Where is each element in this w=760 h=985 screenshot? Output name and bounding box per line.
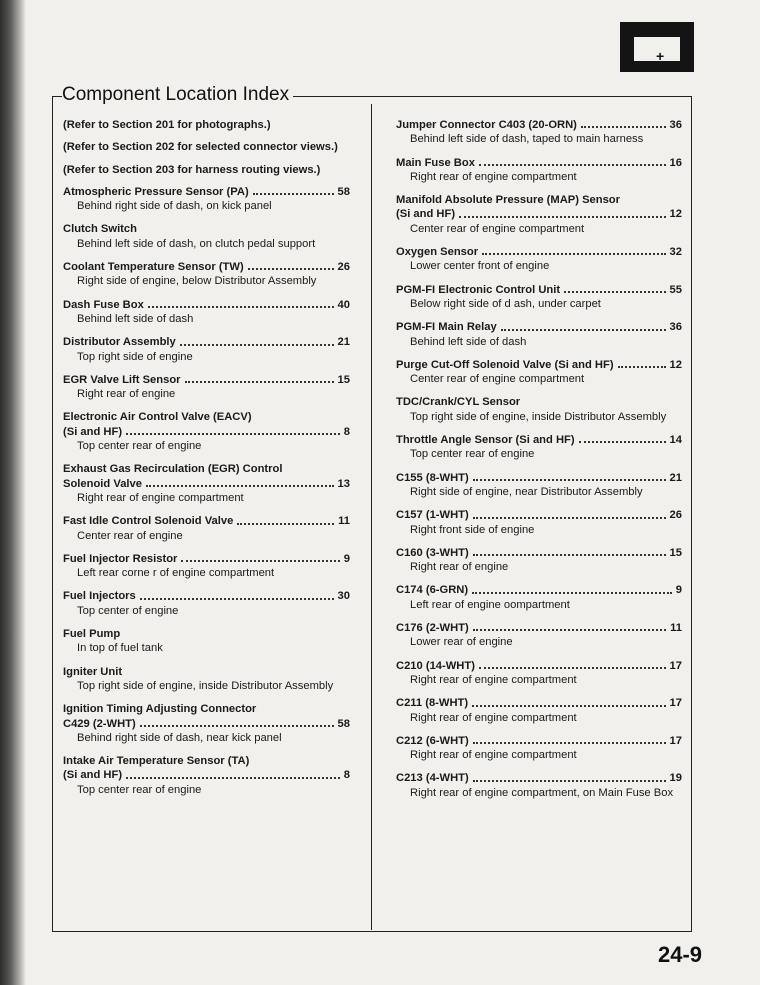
entry-page-number: 9	[343, 552, 350, 565]
entry-page-number: 26	[669, 509, 682, 522]
entry-location: Behind left side of dash	[77, 312, 194, 325]
entry-name: C211 (8-WHT)	[396, 697, 469, 710]
entry-page-number: 55	[669, 283, 682, 296]
entry-page-number: 12	[669, 358, 682, 371]
index-entry	[63, 222, 350, 251]
entry-name: Coolant Temperature Sensor (TW)	[63, 261, 244, 274]
dot-leader	[564, 291, 665, 293]
reference-note: (Refer to Section 201 for photographs.)	[63, 119, 271, 131]
index-entry	[63, 665, 350, 694]
dot-leader	[148, 306, 334, 308]
entry-location: Behind left side of dash	[410, 335, 527, 348]
index-entry	[63, 462, 350, 505]
entry-location: Behind right side of dash, on kick panel	[77, 200, 272, 213]
entry-heading	[396, 659, 682, 673]
binding-shadow	[0, 0, 26, 985]
reference-note: (Refer to Section 202 for selected connector views.)	[63, 141, 338, 154]
index-entry	[396, 659, 682, 688]
entry-name: Fast Idle Control Solenoid Valve	[63, 515, 234, 528]
entry-name: (Si and HF)	[63, 425, 123, 438]
entry-page-number: 17	[669, 697, 682, 710]
entry-heading	[396, 771, 682, 785]
entry-location: Top center of engine	[77, 604, 179, 617]
entry-heading	[396, 433, 682, 447]
entry-location: Right rear of engine compartment	[410, 711, 577, 724]
index-entry	[396, 118, 682, 147]
entry-name-line: Clutch Switch	[63, 223, 137, 236]
entry-location: Left rear of engine oompartment	[410, 598, 570, 611]
column-divider	[371, 104, 372, 930]
entry-name: (Si and HF)	[63, 769, 123, 782]
dot-leader	[126, 433, 340, 435]
index-entry	[63, 260, 350, 289]
index-entry	[63, 702, 350, 745]
entry-name: C176 (2-WHT)	[396, 622, 469, 635]
battery-section-tab	[620, 22, 694, 72]
dot-leader	[473, 554, 666, 556]
dot-leader	[253, 193, 334, 195]
entry-location: Behind right side of dash, near kick panel	[77, 731, 282, 744]
entry-name: Dash Fuse Box	[63, 298, 144, 311]
entry-location: Right rear of engine compartment	[410, 749, 577, 762]
entry-page-number: 58	[337, 717, 350, 730]
entry-name: Purge Cut-Off Solenoid Valve (Si and HF)	[396, 358, 614, 371]
entry-name: C212 (6-WHT)	[396, 734, 469, 747]
entry-location: Below right side of d ash, under carpet	[410, 297, 601, 310]
entry-page-number: 26	[337, 261, 350, 274]
index-entry	[396, 771, 682, 800]
entry-page-number: 36	[669, 321, 682, 334]
entry-heading	[396, 734, 682, 748]
entry-location: Behind left side of dash, taped to main harness	[410, 133, 644, 146]
entry-heading	[396, 696, 682, 710]
entry-location: In top of fuel tank	[77, 642, 163, 655]
entry-name: (Si and HF)	[396, 208, 456, 221]
entry-page-number: 21	[669, 471, 682, 484]
index-entry	[396, 734, 682, 763]
dot-leader	[479, 667, 666, 669]
entry-page-number: 11	[338, 515, 350, 528]
entry-heading	[63, 514, 350, 528]
entry-heading	[396, 245, 682, 259]
index-entry	[396, 193, 682, 236]
entry-heading	[396, 358, 682, 372]
index-entry	[396, 156, 682, 185]
dot-leader	[472, 705, 665, 707]
entry-heading	[63, 298, 350, 312]
entry-heading	[396, 621, 682, 635]
entry-name: Main Fuse Box	[396, 156, 475, 169]
index-entry	[63, 589, 350, 618]
entry-heading	[396, 156, 682, 170]
entry-page-number: 32	[669, 246, 682, 259]
battery-plus-icon: +	[656, 48, 665, 64]
index-entry	[396, 320, 682, 349]
index-entry	[63, 552, 350, 581]
entry-heading	[63, 768, 350, 782]
dot-leader	[581, 126, 666, 128]
entry-name: PGM-FI Electronic Control Unit	[396, 283, 561, 296]
entry-page-number: 30	[337, 590, 350, 603]
index-entry	[396, 358, 682, 387]
entry-name: C210 (14-WHT)	[396, 659, 475, 672]
index-entry	[396, 433, 682, 462]
dot-leader	[126, 777, 340, 779]
battery-icon	[632, 35, 689, 64]
entry-name: C429 (2-WHT)	[63, 717, 136, 730]
dot-leader	[473, 479, 666, 481]
dot-leader	[237, 523, 334, 525]
entry-name-line: Intake Air Temperature Sensor (TA)	[63, 755, 250, 768]
index-entry	[63, 754, 350, 797]
entry-location: Right rear of engine compartment	[410, 673, 577, 686]
entry-location: Right rear of engine compartment, on Main Fuse Box	[410, 786, 674, 799]
entry-heading	[63, 552, 350, 566]
dot-leader	[473, 629, 666, 631]
reference-notes	[63, 118, 350, 177]
right-entry-list	[396, 118, 682, 800]
entry-location: Right rear of engine compartment	[77, 491, 244, 504]
dot-leader	[248, 268, 334, 270]
entry-location: Right side of engine, near Distributor Assembly	[410, 485, 643, 498]
entry-location: Lower rear of engine	[410, 636, 513, 649]
entry-name: C157 (1-WHT)	[396, 509, 469, 522]
entry-page-number: 9	[675, 584, 682, 597]
entry-location: Top center rear of engine	[77, 440, 202, 453]
entry-heading	[63, 335, 350, 349]
page-number: 24-9	[658, 942, 703, 967]
entry-page-number: 15	[669, 546, 682, 559]
entry-heading	[63, 717, 350, 731]
entry-page-number: 16	[669, 156, 682, 169]
dot-leader	[618, 366, 666, 368]
dot-leader	[473, 780, 666, 782]
index-entry	[396, 245, 682, 274]
page-title: Component Location Index	[62, 84, 293, 106]
entry-page-number: 14	[669, 434, 682, 447]
entry-location: Top right side of engine, inside Distributor Assembly	[77, 679, 334, 692]
entry-heading	[63, 477, 350, 491]
index-entry	[63, 373, 350, 402]
dot-leader	[181, 560, 339, 562]
entry-heading	[396, 508, 682, 522]
entry-heading	[396, 583, 682, 597]
entry-name-line: Igniter Unit	[63, 665, 123, 678]
entry-heading	[396, 283, 682, 297]
entry-heading	[396, 546, 682, 560]
entry-page-number: 15	[337, 373, 350, 386]
index-entry	[63, 335, 350, 364]
index-entry	[396, 546, 682, 575]
entry-location: Behind left side of dash, on clutch pedal support	[77, 237, 316, 250]
dot-leader	[180, 344, 334, 346]
entry-name: C213 (4-WHT)	[396, 772, 469, 785]
entry-name-line: Manifold Absolute Pressure (MAP) Sensor	[396, 194, 620, 207]
entry-name: PGM-FI Main Relay	[396, 321, 497, 334]
entry-name: C160 (3-WHT)	[396, 546, 469, 559]
entry-name-line: Fuel Pump	[63, 628, 121, 641]
entry-name: Atmospheric Pressure Sensor (PA)	[63, 185, 249, 198]
entry-page-number: 58	[337, 185, 350, 198]
entry-name: Solenoid Valve	[63, 477, 142, 490]
dot-leader	[185, 381, 334, 383]
index-entry	[396, 583, 682, 612]
dot-leader	[501, 329, 666, 331]
entry-location: Right rear of engine	[77, 388, 176, 401]
entry-heading	[63, 425, 350, 439]
entry-heading	[396, 207, 682, 221]
entry-page-number: 13	[337, 477, 350, 490]
entry-name-line: Electronic Air Control Valve (EACV)	[63, 411, 252, 424]
entry-heading	[63, 260, 350, 274]
entry-heading	[396, 118, 682, 132]
entry-heading	[63, 185, 350, 199]
entry-name-line: Exhaust Gas Recirculation (EGR) Control	[63, 463, 283, 476]
entry-page-number: 19	[669, 772, 682, 785]
index-entry	[63, 410, 350, 453]
right-column	[396, 118, 682, 809]
index-entry	[396, 395, 682, 424]
entry-name: EGR Valve Lift Sensor	[63, 373, 181, 386]
entry-location: Top center rear of engine	[77, 783, 202, 796]
entry-location: Center rear of engine	[77, 529, 183, 542]
entry-name: Distributor Assembly	[63, 336, 176, 349]
index-entry	[63, 185, 350, 214]
entry-name-line: TDC/Crank/CYL Sensor	[396, 396, 521, 409]
entry-page-number: 21	[337, 336, 350, 349]
entry-heading	[396, 471, 682, 485]
index-entry	[396, 508, 682, 537]
entry-location: Top center rear of engine	[410, 448, 535, 461]
index-entry	[396, 621, 682, 650]
entry-name: Throttle Angle Sensor (Si and HF)	[396, 434, 575, 447]
dot-leader	[473, 742, 666, 744]
entry-heading	[396, 320, 682, 334]
dot-leader	[146, 485, 334, 487]
entry-page-number: 11	[670, 622, 682, 635]
entry-location: Right rear of engine	[410, 561, 509, 574]
entry-page-number: 8	[343, 769, 350, 782]
entry-location: Right front side of engine	[410, 523, 535, 536]
dot-leader	[473, 517, 666, 519]
index-entry	[63, 298, 350, 327]
entry-location: Right rear of engine compartment	[410, 170, 577, 183]
dot-leader	[140, 725, 334, 727]
index-entry	[396, 471, 682, 500]
left-column	[63, 118, 350, 806]
entry-name: C155 (8-WHT)	[396, 471, 469, 484]
entry-name: Oxygen Sensor	[396, 246, 479, 259]
entry-page-number: 17	[669, 659, 682, 672]
entry-location: Lower center front of engine	[410, 260, 550, 273]
entry-name: C174 (6-GRN)	[396, 584, 469, 597]
entry-location: Center rear of engine compartment	[410, 373, 585, 386]
entry-heading	[63, 373, 350, 387]
dot-leader	[472, 592, 672, 594]
entry-location: Left rear corne r of engine compartment	[77, 567, 275, 580]
entry-page-number: 40	[337, 298, 350, 311]
left-entry-list	[63, 185, 350, 797]
dot-leader	[479, 164, 666, 166]
entry-page-number: 17	[669, 734, 682, 747]
dot-leader	[459, 216, 666, 218]
entry-location: Right side of engine, below Distributor Assembly	[77, 275, 317, 288]
entry-name: Jumper Connector C403 (20-ORN)	[396, 119, 577, 131]
dot-leader	[579, 441, 666, 443]
entry-location: Top right side of engine, inside Distributor Assembly	[410, 410, 667, 423]
entry-name-line: Ignition Timing Adjusting Connector	[63, 703, 257, 716]
entry-name: Fuel Injector Resistor	[63, 552, 178, 565]
entry-page-number: 12	[669, 208, 682, 221]
reference-note: (Refer to Section 203 for harness routing views.)	[63, 163, 321, 176]
index-entry	[396, 696, 682, 725]
index-entry	[396, 283, 682, 312]
index-entry	[63, 627, 350, 656]
dot-leader	[140, 598, 334, 600]
battery-minus-icon: −	[680, 48, 689, 64]
dot-leader	[482, 253, 665, 255]
entry-location: Top right side of engine	[77, 350, 193, 363]
index-entry	[63, 514, 350, 543]
entry-page-number: 36	[669, 119, 682, 131]
entry-location: Center rear of engine compartment	[410, 222, 585, 235]
entry-heading	[63, 589, 350, 603]
entry-page-number: 8	[343, 425, 350, 438]
entry-name: Fuel Injectors	[63, 590, 136, 603]
